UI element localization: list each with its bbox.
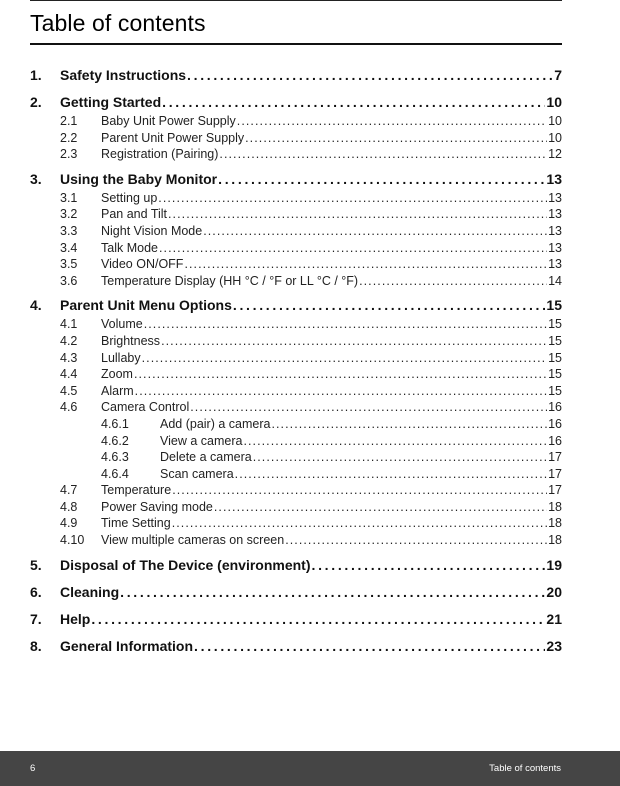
- toc-entry[interactable]: [30, 635, 562, 657]
- toc-entry-number: 4.5: [60, 383, 78, 398]
- toc-entry-title: Talk Mode: [101, 240, 158, 255]
- toc-entry-title: Video ON/OFF: [101, 257, 184, 272]
- footer-section-label: Table of contents: [489, 763, 561, 774]
- toc-entry-page: 19: [546, 556, 562, 573]
- toc-entry-number: 4.6.1: [101, 416, 129, 431]
- toc-entry[interactable]: [30, 581, 562, 603]
- toc-entry-number: 4.9: [60, 516, 78, 531]
- toc-entry-page: 21: [546, 610, 562, 627]
- top-rule: [30, 0, 562, 1]
- toc-entry[interactable]: [30, 223, 562, 240]
- toc-entry-title: Disposal of The Device (environment): [60, 556, 311, 573]
- toc-entry-title: Delete a camera: [160, 450, 252, 465]
- toc-entry-title: Brightness: [101, 333, 161, 348]
- dot-leader: [187, 64, 553, 86]
- toc-entry[interactable]: [30, 532, 562, 549]
- footer-page-number: 6: [30, 763, 36, 774]
- toc-entry[interactable]: [30, 554, 562, 576]
- toc-entry-title: Zoom: [101, 367, 133, 382]
- toc-entry[interactable]: [30, 449, 562, 466]
- dot-leader: [190, 399, 547, 416]
- toc-entry[interactable]: [30, 190, 562, 207]
- toc-entry-page: 15: [548, 367, 562, 382]
- toc-entry[interactable]: [30, 399, 562, 416]
- toc-entry-title: Power Saving mode: [101, 499, 213, 514]
- toc-entry-page: 10: [548, 130, 562, 145]
- dot-leader: [253, 449, 547, 466]
- toc-entry-number: 2.2: [60, 130, 78, 145]
- toc-entry-number: 1.: [30, 67, 42, 83]
- toc-entry-title: Registration (Pairing): [101, 147, 219, 162]
- toc-entry-title: Temperature Display (HH °C / °F or LL °C / °F): [101, 273, 359, 288]
- toc-entry-title: Temperature: [101, 483, 172, 498]
- toc-entry-number: 2.3: [60, 147, 78, 162]
- toc-entry[interactable]: [30, 294, 562, 316]
- table-of-contents: [30, 64, 562, 657]
- toc-entry-page: 13: [548, 223, 562, 238]
- toc-entry-number: 3.: [30, 170, 42, 187]
- toc-entry[interactable]: [30, 273, 562, 290]
- toc-entry-page: 14: [548, 273, 562, 288]
- toc-entry-title: Night Vision Mode: [101, 223, 203, 238]
- dot-leader: [134, 366, 547, 383]
- toc-entry-number: 5.: [30, 556, 42, 573]
- toc-entry-title: Camera Control: [101, 400, 190, 415]
- dot-leader: [245, 130, 547, 147]
- dot-leader: [218, 168, 545, 190]
- toc-entry[interactable]: [30, 333, 562, 350]
- toc-entry[interactable]: [30, 91, 562, 113]
- dot-leader: [162, 91, 545, 113]
- toc-entry-title: Help: [60, 610, 91, 627]
- dot-leader: [271, 416, 547, 433]
- toc-entry-title: Lullaby: [101, 350, 141, 365]
- dot-leader: [158, 190, 547, 207]
- page-title: Table of contents: [30, 10, 206, 36]
- toc-entry[interactable]: [30, 206, 562, 223]
- toc-entry-page: 13: [548, 207, 562, 222]
- toc-entry-title: Cleaning: [60, 583, 120, 600]
- toc-entry-number: 3.5: [60, 257, 78, 272]
- toc-entry-number: 4.6.2: [101, 433, 129, 448]
- toc-entry[interactable]: [30, 316, 562, 333]
- toc-entry-page: 13: [548, 190, 562, 205]
- toc-entry-number: 4.10: [60, 533, 85, 548]
- toc-entry-title: Parent Unit Menu Options: [60, 297, 232, 314]
- dot-leader: [243, 433, 547, 450]
- toc-entry-page: 17: [548, 483, 562, 498]
- dot-leader: [161, 333, 547, 350]
- toc-entry-number: 3.3: [60, 223, 78, 238]
- toc-entry-page: 17: [548, 466, 562, 481]
- toc-entry-number: 4.8: [60, 499, 78, 514]
- toc-entry-title: Setting up: [101, 190, 158, 205]
- toc-entry-title: Time Setting: [101, 516, 171, 531]
- toc-entry-page: 13: [548, 240, 562, 255]
- dot-leader: [91, 608, 545, 630]
- dot-leader: [144, 316, 547, 333]
- toc-entry-number: 4.: [30, 297, 42, 314]
- toc-entry-page: 18: [548, 516, 562, 531]
- toc-entry-page: 16: [548, 416, 562, 431]
- toc-entry[interactable]: [30, 366, 562, 383]
- dot-leader: [237, 113, 547, 130]
- dot-leader: [312, 554, 546, 576]
- dot-leader: [168, 206, 547, 223]
- toc-entry-number: 3.2: [60, 207, 78, 222]
- toc-entry-title: Baby Unit Power Supply: [101, 114, 236, 128]
- dot-leader: [235, 466, 547, 483]
- toc-entry[interactable]: [30, 113, 562, 130]
- toc-entry-number: 4.2: [60, 333, 78, 348]
- toc-entry-page: 15: [548, 333, 562, 348]
- toc-entry-page: 7: [554, 67, 562, 83]
- toc-entry[interactable]: [30, 466, 562, 483]
- toc-entry-title: Getting Started: [60, 94, 162, 110]
- toc-entry-number: 8.: [30, 637, 42, 654]
- toc-entry-number: 4.3: [60, 350, 78, 365]
- dot-leader: [203, 223, 547, 240]
- toc-entry-page: 13: [548, 257, 562, 272]
- toc-entry-number: 3.4: [60, 240, 78, 255]
- dot-leader: [359, 273, 547, 290]
- toc-entry-number: 6.: [30, 583, 42, 600]
- toc-entry-number: 7.: [30, 610, 42, 627]
- dot-leader: [142, 350, 547, 367]
- toc-entry-page: 17: [548, 450, 562, 465]
- toc-entry-title: General Information: [60, 637, 194, 654]
- toc-entry-number: 2.1: [60, 114, 78, 128]
- toc-entry[interactable]: [30, 240, 562, 257]
- toc-entry-page: 15: [548, 350, 562, 365]
- toc-entry-number: 2.: [30, 94, 42, 110]
- toc-entry-page: 16: [548, 433, 562, 448]
- toc-entry[interactable]: [30, 416, 562, 433]
- toc-entry[interactable]: [30, 350, 562, 367]
- page-footer: [0, 751, 620, 786]
- toc-entry-number: 4.1: [60, 317, 78, 332]
- toc-entry[interactable]: [30, 168, 562, 190]
- toc-entry[interactable]: [30, 64, 562, 86]
- toc-entry-page: 15: [548, 383, 562, 398]
- dot-leader: [159, 240, 547, 257]
- toc-entry-page: 15: [546, 297, 562, 314]
- toc-entry-title: View a camera: [160, 433, 243, 448]
- toc-entry[interactable]: [30, 608, 562, 630]
- toc-entry-page: 23: [546, 637, 562, 654]
- dot-leader: [184, 256, 547, 273]
- toc-entry[interactable]: [30, 515, 562, 532]
- dot-leader: [172, 515, 547, 532]
- toc-entry-page: 10: [548, 114, 562, 128]
- toc-entry-number: 3.6: [60, 273, 78, 288]
- toc-entry-title: Volume: [101, 317, 143, 332]
- toc-entry-number: 4.6.3: [101, 450, 129, 465]
- dot-leader: [194, 635, 545, 657]
- dot-leader: [219, 146, 547, 163]
- toc-entry-page: 20: [546, 583, 562, 600]
- toc-entry-page: 16: [548, 400, 562, 415]
- toc-entry-title: Pan and Tilt: [101, 207, 168, 222]
- toc-entry-title: Scan camera: [160, 466, 234, 481]
- toc-entry-page: 13: [546, 170, 562, 187]
- toc-entry-title: Safety Instructions: [60, 67, 187, 83]
- toc-entry-title: Add (pair) a camera: [160, 416, 271, 431]
- toc-entry-page: 18: [548, 533, 562, 548]
- toc-entry[interactable]: [30, 146, 562, 163]
- toc-entry-number: 4.6.4: [101, 466, 129, 481]
- toc-entry-number: 4.7: [60, 483, 78, 498]
- toc-entry[interactable]: [30, 482, 562, 499]
- toc-entry[interactable]: [30, 256, 562, 273]
- toc-entry-title: Parent Unit Power Supply: [101, 130, 245, 145]
- dot-leader: [172, 482, 547, 499]
- dot-leader: [214, 499, 547, 516]
- toc-entry-page: 12: [548, 147, 562, 162]
- toc-entry-page: 15: [548, 317, 562, 332]
- toc-entry-title: View multiple cameras on screen: [101, 533, 285, 548]
- toc-entry-number: 4.4: [60, 367, 78, 382]
- toc-entry-title: Using the Baby Monitor: [60, 170, 218, 187]
- toc-entry[interactable]: [30, 130, 562, 147]
- toc-entry[interactable]: [30, 499, 562, 516]
- toc-entry-number: 3.1: [60, 190, 78, 205]
- toc-entry[interactable]: [30, 383, 562, 400]
- dot-leader: [233, 294, 546, 316]
- toc-entry-page: 18: [548, 499, 562, 514]
- dot-leader: [285, 532, 547, 549]
- dot-leader: [120, 581, 545, 603]
- dot-leader: [135, 383, 547, 400]
- toc-entry-number: 4.6: [60, 400, 78, 415]
- toc-entry-title: Alarm: [101, 383, 134, 398]
- toc-entry-page: 10: [546, 94, 562, 110]
- toc-entry[interactable]: [30, 433, 562, 450]
- title-rule: [30, 43, 562, 45]
